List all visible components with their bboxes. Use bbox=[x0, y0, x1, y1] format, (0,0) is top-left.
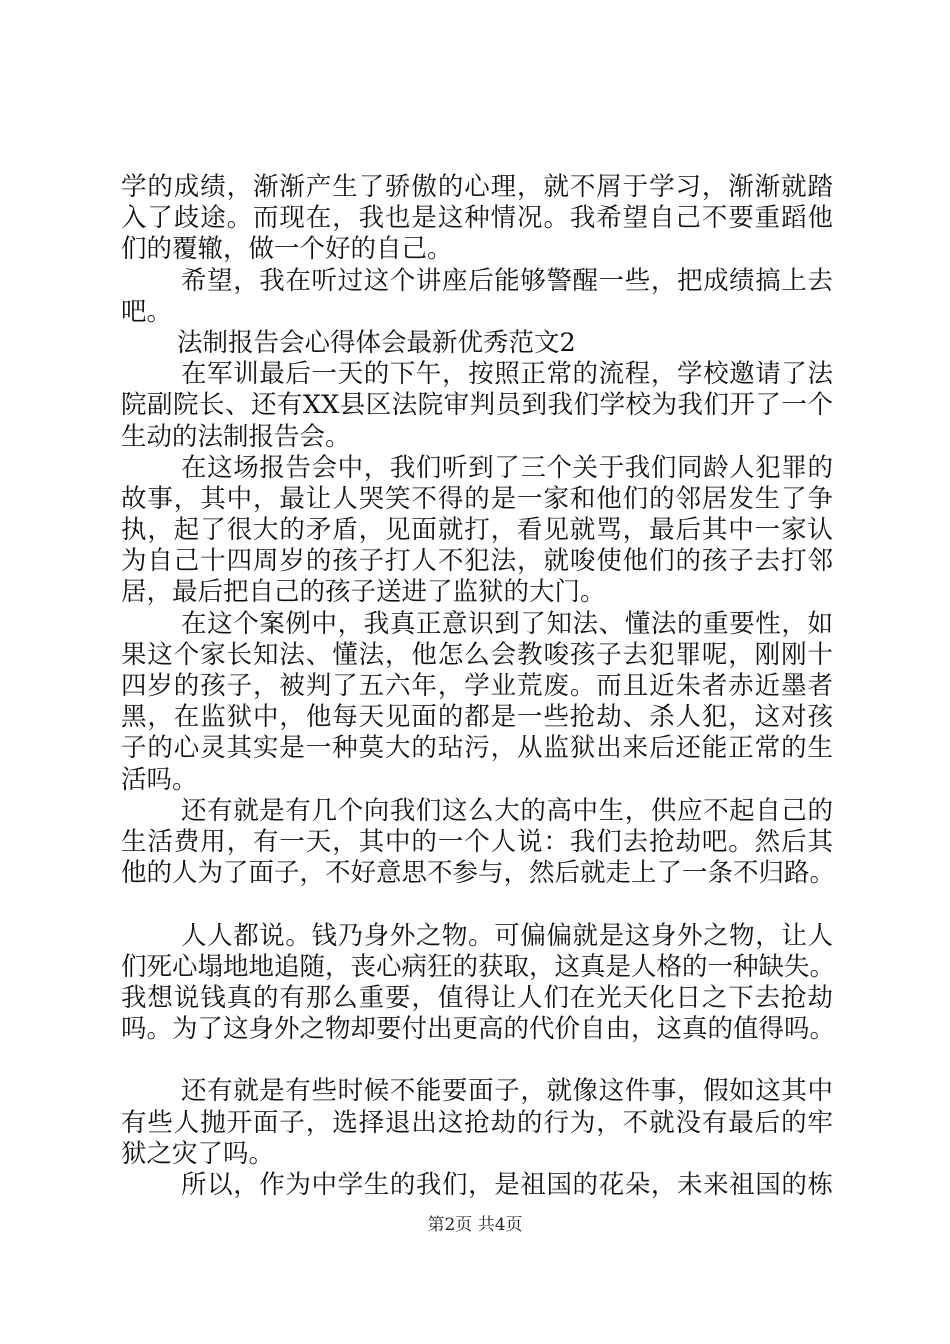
text-line: 生活费用，有一天，其中的一个人说：我们去抢劫吧。然后其 bbox=[121, 826, 833, 857]
text-line: 居，最后把自己的孩子送进了监狱的大门。 bbox=[121, 577, 606, 608]
text-line: 还有就是有些时候不能要面子，就像这件事，假如这其中 bbox=[181, 1076, 833, 1107]
text-line: 执，起了很大的矛盾，见面就打，看见就骂，最后其中一家认 bbox=[121, 515, 833, 546]
text-line: 他的人为了面子，不好意思不参与，然后就走上了一条不归路。 bbox=[121, 858, 836, 889]
text-line: 还有就是有几个向我们这么大的高中生，供应不起自己的 bbox=[181, 795, 833, 826]
section-heading: 法制报告会心得体会最新优秀范文2 bbox=[177, 327, 576, 358]
page-number-indicator: 第2页 共4页 bbox=[427, 1215, 523, 1235]
text-line: 入了歧途。而现在，我也是这种情况。我希望自己不要重蹈他 bbox=[121, 203, 833, 234]
text-line: 有些人抛开面子，选择退出这抢劫的行为，不就没有最后的牢 bbox=[121, 1107, 833, 1138]
text-line: 院副院长、还有XX县区法院审判员到我们学校为我们开了一个 bbox=[121, 390, 833, 421]
text-line: 在这场报告会中，我们听到了三个关于我们同龄人犯罪的 bbox=[181, 452, 833, 483]
text-line: 为自己十四周岁的孩子打人不犯法，就唆使他们的孩子去打邻 bbox=[121, 546, 833, 577]
text-line: 希望，我在听过这个讲座后能够警醒一些，把成绩搞上去 bbox=[181, 265, 833, 296]
text-line: 生动的法制报告会。 bbox=[121, 421, 351, 452]
text-line: 四岁的孩子，被判了五六年，学业荒废。而且近朱者赤近墨者 bbox=[121, 671, 833, 701]
text-line: 我想说钱真的有那么重要，值得让人们在光天化日之下去抢劫 bbox=[121, 982, 833, 1013]
text-line: 子的心灵其实是一种莫大的玷污，从监狱出来后还能正常的生 bbox=[121, 733, 833, 764]
text-line: 人人都说。钱乃身外之物。可偏偏就是这身外之物，让人 bbox=[181, 920, 833, 951]
text-line: 狱之灾了吗。 bbox=[121, 1138, 275, 1169]
text-line: 在这个案例中，我真正意识到了知法、懂法的重要性，如 bbox=[181, 608, 833, 639]
text-line: 吗。为了这身外之物却要付出更高的代价自由，这真的值得吗。 bbox=[121, 1014, 836, 1045]
text-line: 们的覆辙，做一个好的自己。 bbox=[121, 234, 453, 265]
text-line: 故事，其中，最让人哭笑不得的是一家和他们的邻居发生了争 bbox=[121, 483, 833, 514]
text-line: 黑，在监狱中，他每天见面的都是一些抢劫、杀人犯，这对孩 bbox=[121, 702, 833, 733]
text-line: 在军训最后一天的下午，按照正常的流程，学校邀请了法 bbox=[181, 359, 833, 390]
text-line: 学的成绩，渐渐产生了骄傲的心理，就不屑于学习，渐渐就踏 bbox=[121, 172, 833, 202]
page-footer bbox=[0, 1214, 950, 1236]
text-line: 吧。 bbox=[121, 296, 173, 327]
text-line: 所以，作为中学生的我们，是祖国的花朵，未来祖国的栋 bbox=[181, 1170, 833, 1200]
text-line: 果这个家长知法、懂法，他怎么会教唆孩子去犯罪呢，刚刚十 bbox=[121, 639, 833, 670]
text-line: 活吗。 bbox=[121, 764, 198, 795]
paragraph-gap bbox=[121, 889, 833, 920]
paragraph-gap bbox=[121, 1045, 833, 1076]
document-body bbox=[121, 172, 836, 1201]
text-line: 们死心塌地地追随，丧心病狂的获取，这真是人格的一种缺失。 bbox=[121, 951, 836, 982]
